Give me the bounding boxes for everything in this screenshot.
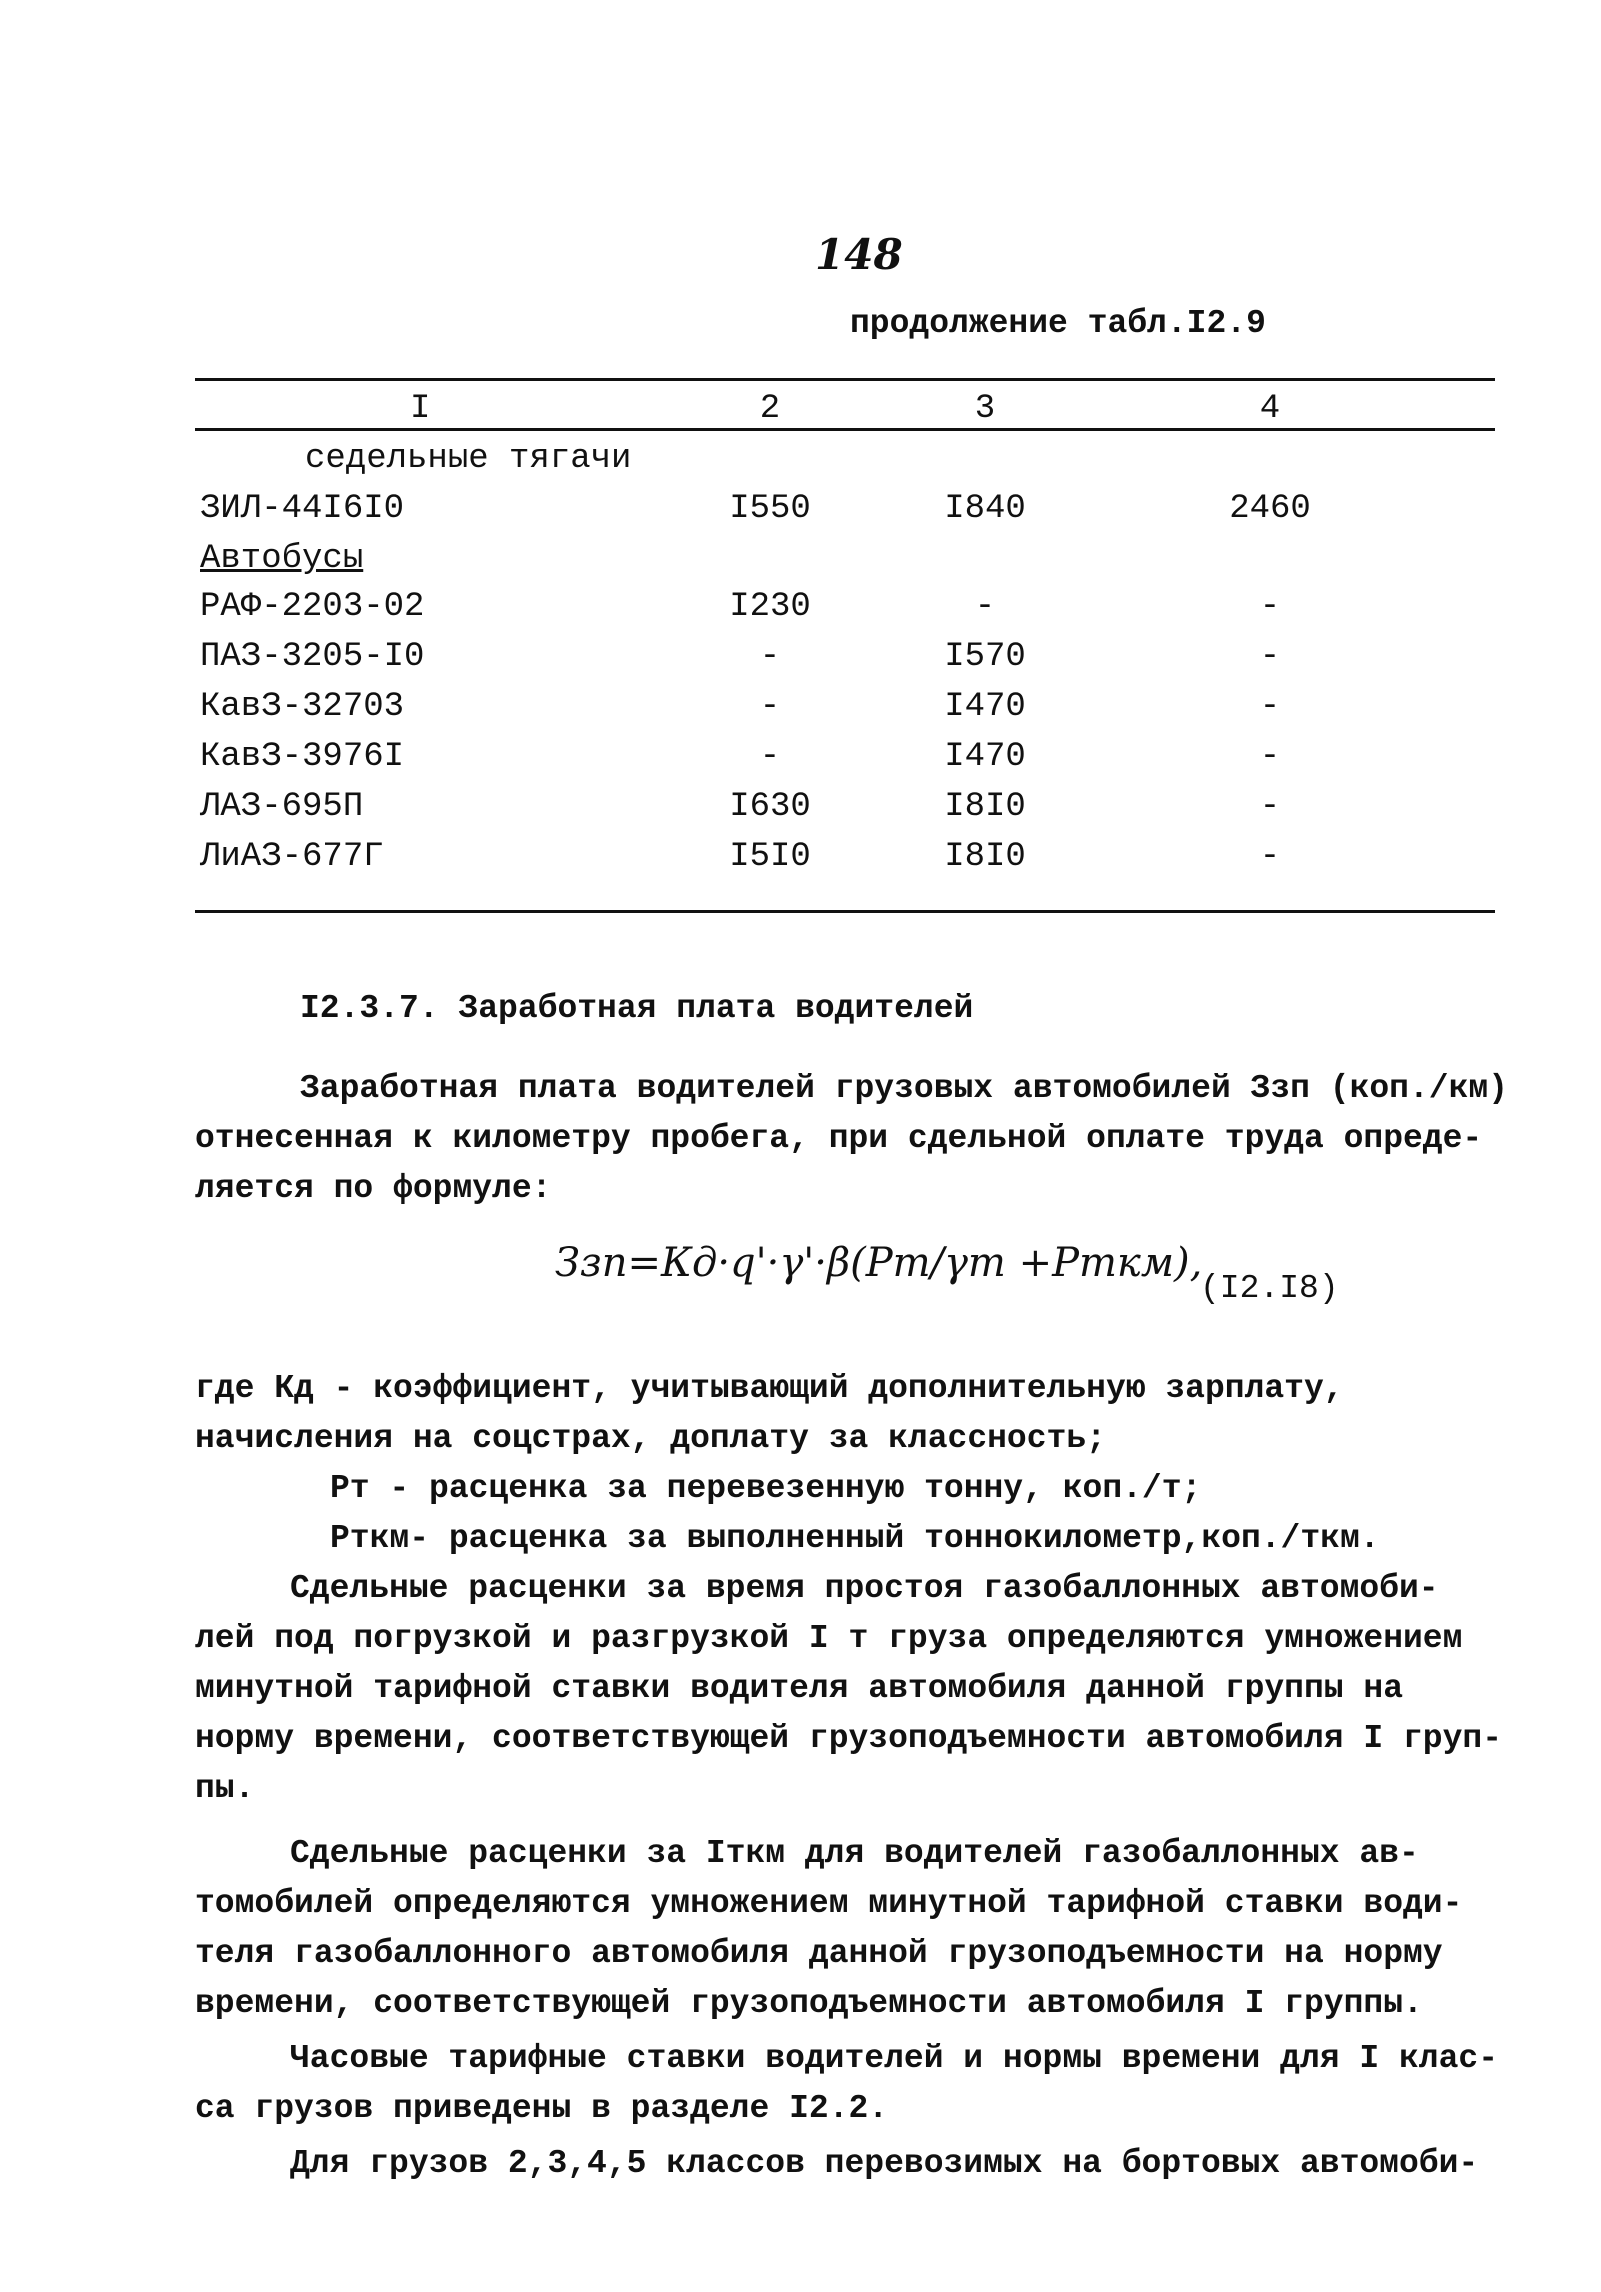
table-header-col4: 4 (1259, 390, 1281, 428)
table-cell: I630 (729, 788, 811, 826)
table-cell: - (759, 738, 781, 776)
table-cell: - (1259, 688, 1281, 726)
table-cell: - (759, 688, 781, 726)
table-row-label: ЛиАЗ-677Г (200, 838, 384, 876)
paragraph-line: Сдельные расценки за Iткм для водителей газобаллонных ав- (290, 1835, 1419, 1872)
paragraph-line: Рт - расценка за перевезенную тонну, коп./т; (330, 1470, 1202, 1507)
table-cell: - (1259, 588, 1281, 626)
paragraph-line: Заработная плата водителей грузовых автомобилей Ззп (коп./км) (300, 1070, 1508, 1107)
table-cell: I840 (944, 490, 1026, 528)
table-cell: - (1259, 638, 1281, 676)
paragraph-line: теля газобаллонного автомобиля данной грузоподъемности на норму (195, 1935, 1443, 1972)
table-row-label: КавЗ-32703 (200, 688, 405, 726)
table-header-col2: 2 (759, 390, 781, 428)
table-row-label: РАФ-2203-02 (200, 588, 425, 626)
table-cell: 2460 (1229, 490, 1311, 528)
table-row-label: ЗИЛ-44I6I0 (200, 490, 405, 528)
paragraph-line: томобилей определяются умножением минутной тарифной ставки води- (195, 1885, 1463, 1922)
paragraph-line: времени, соответствующей грузоподъемности автомобиля I группы. (195, 1985, 1423, 2022)
paragraph-line: Сдельные расценки за время простоя газобаллонных автомоби- (290, 1570, 1439, 1607)
paragraph-line: начисления на соцстрах, доплату за классность; (195, 1420, 1106, 1457)
table-cell: - (1259, 738, 1281, 776)
section-heading: I2.3.7. Заработная плата водителей (300, 990, 974, 1027)
table-cell: - (1259, 838, 1281, 876)
table-bottom-rule (195, 910, 1495, 913)
table-header-col3: 3 (974, 390, 996, 428)
table-cell: I470 (944, 688, 1026, 726)
table-cell: I8I0 (944, 788, 1026, 826)
table-cell: - (1259, 788, 1281, 826)
paragraph-line: пы. (195, 1770, 255, 1807)
table-row-label: ЛАЗ-695П (200, 788, 364, 826)
paragraph-line: Часовые тарифные ставки водителей и нормы времени для I клас- (290, 2040, 1498, 2077)
table-group-label: Автобусы (200, 540, 364, 578)
table-row-label: КавЗ-3976I (200, 738, 405, 776)
paragraph-line: ляется по формуле: (195, 1170, 552, 1207)
table-cell: - (974, 588, 996, 626)
paragraph-line: Для грузов 2,3,4,5 классов перевозимых на бортовых автомоби- (290, 2145, 1479, 2182)
paragraph-line: Рткм- расценка за выполненный тоннокилометр,коп./ткм. (330, 1520, 1380, 1557)
table-cell: - (759, 638, 781, 676)
table-cell: I230 (729, 588, 811, 626)
table-cell: I5I0 (729, 838, 811, 876)
page-number: 148 (815, 230, 903, 279)
table-cell: I550 (729, 490, 811, 528)
formula: Ззп=Кд·q'·γ'·β(Pт/γт +Pткм), (555, 1240, 1203, 1286)
paragraph-line: са грузов приведены в разделе I2.2. (195, 2090, 889, 2127)
table-cell: I570 (944, 638, 1026, 676)
paragraph-line: лей под погрузкой и разгрузкой I т груза определяются умножением (195, 1620, 1463, 1657)
table-header-rule (195, 428, 1495, 431)
paragraph-line: минутной тарифной ставки водителя автомобиля данной группы на (195, 1670, 1403, 1707)
table-top-rule (195, 378, 1495, 381)
table-cell: I470 (944, 738, 1026, 776)
formula-number: (I2.I8) (1200, 1270, 1339, 1307)
table-row-label: ПАЗ-3205-I0 (200, 638, 425, 676)
paragraph-line: отнесенная к километру пробега, при сдельной оплате труда опреде- (195, 1120, 1483, 1157)
paragraph-line: норму времени, соответствующей грузоподъемности автомобиля I груп- (195, 1720, 1503, 1757)
table-group-label: седельные тягачи (305, 440, 632, 478)
table-cell: I8I0 (944, 838, 1026, 876)
paragraph-line: где Кд - коэффициент, учитывающий дополнительную зарплату, (195, 1370, 1344, 1407)
table-header-col1: I (410, 390, 431, 428)
table-caption: продолжение табл.I2.9 (850, 305, 1266, 342)
